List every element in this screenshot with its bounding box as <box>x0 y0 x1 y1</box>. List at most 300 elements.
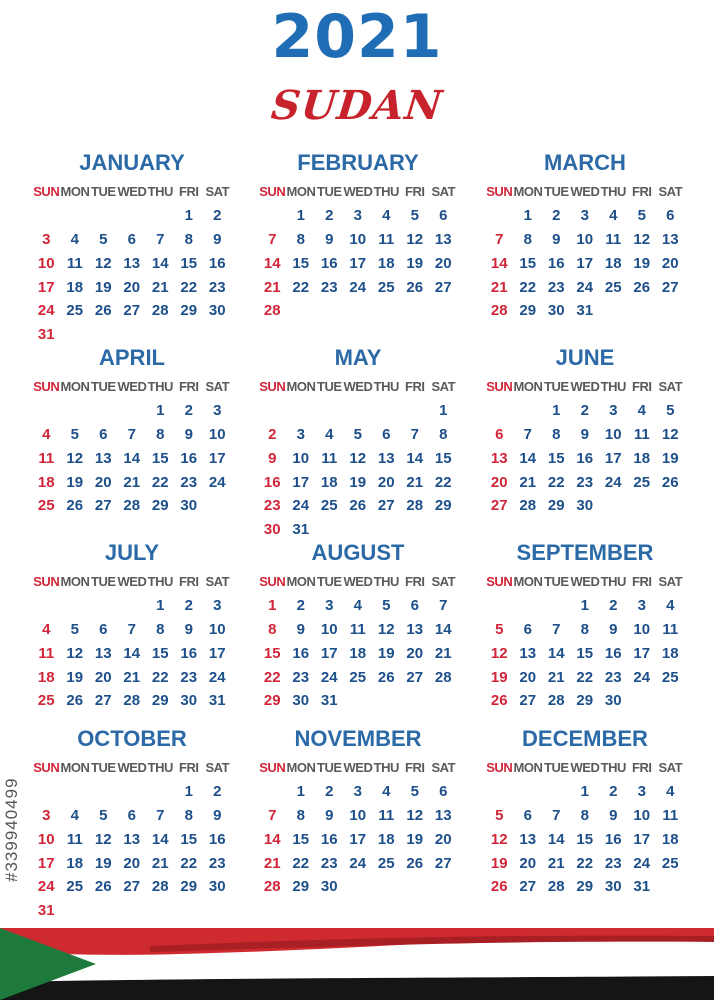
day-cell: 15 <box>576 830 594 848</box>
day-cell: 22 <box>292 854 310 872</box>
weekday-header-sat: SAT <box>205 574 230 590</box>
day-cell: 14 <box>406 449 424 467</box>
weekday-header-sat: SAT <box>205 184 230 200</box>
weekday-header-sun: SUN <box>486 379 513 395</box>
day-cell: 19 <box>406 254 424 272</box>
day-cell: 5 <box>353 425 362 443</box>
day-cell: 24 <box>349 854 367 872</box>
day-cell: 23 <box>604 668 622 686</box>
weekday-header-wed: WED <box>117 760 147 776</box>
day-cell: 30 <box>292 692 310 710</box>
day-cell: 4 <box>42 425 51 443</box>
day-cell: 17 <box>37 278 55 296</box>
weekday-header-wed: WED <box>117 379 147 395</box>
calendar-year: 2021 <box>271 2 443 72</box>
day-cell: 4 <box>382 207 391 225</box>
day-cell: 30 <box>604 878 622 896</box>
day-cell: 25 <box>604 278 622 296</box>
weekday-header-thu: THU <box>373 760 399 776</box>
day-cell: 9 <box>609 620 618 638</box>
day-cell: 18 <box>661 644 679 662</box>
month-day-grid <box>258 180 458 323</box>
day-cell: 14 <box>434 620 452 638</box>
weekday-header-wed: WED <box>117 574 147 590</box>
month-day-grid <box>32 570 232 713</box>
day-cell: 5 <box>382 597 391 615</box>
day-cell: 7 <box>268 230 277 248</box>
weekday-header-thu: THU <box>600 574 626 590</box>
day-cell: 20 <box>434 254 452 272</box>
day-cell: 1 <box>156 597 165 615</box>
sudan-flag-banner <box>0 928 714 1000</box>
month-title: DECEMBER <box>522 726 648 751</box>
day-cell: 24 <box>576 278 594 296</box>
stock-image-id: #339940499 <box>2 777 21 883</box>
weekday-header-wed: WED <box>570 184 600 200</box>
day-cell: 2 <box>580 402 589 420</box>
weekday-header-fri: FRI <box>179 184 199 200</box>
day-cell: 9 <box>184 620 193 638</box>
day-cell: 3 <box>353 207 362 225</box>
weekday-header-fri: FRI <box>405 574 425 590</box>
day-cell: 16 <box>604 830 622 848</box>
day-cell: 7 <box>523 425 532 443</box>
day-cell: 1 <box>156 402 165 420</box>
weekday-header-tue: TUE <box>544 184 569 200</box>
day-cell: 26 <box>633 278 651 296</box>
day-cell: 18 <box>37 668 55 686</box>
weekday-header-sat: SAT <box>431 574 456 590</box>
day-cell: 4 <box>637 402 646 420</box>
month-title: JUNE <box>555 345 615 370</box>
month-title: FEBRUARY <box>297 150 419 175</box>
day-cell: 10 <box>349 806 367 824</box>
day-cell: 26 <box>66 692 84 710</box>
day-cell: 23 <box>208 278 226 296</box>
day-cell: 7 <box>156 230 165 248</box>
day-cell: 19 <box>377 644 395 662</box>
day-cell: 11 <box>633 425 650 443</box>
weekday-header-thu: THU <box>373 379 399 395</box>
day-cell: 4 <box>325 425 334 443</box>
day-cell: 22 <box>263 668 281 686</box>
month-september <box>485 540 685 713</box>
day-cell: 14 <box>490 254 508 272</box>
day-cell: 23 <box>576 473 594 491</box>
day-cell: 17 <box>292 473 310 491</box>
day-cell: 8 <box>580 620 589 638</box>
weekday-header-sat: SAT <box>205 379 230 395</box>
month-day-grid <box>485 375 685 518</box>
weekday-header-tue: TUE <box>317 184 342 200</box>
day-cell: 19 <box>94 278 112 296</box>
day-cell: 22 <box>180 854 198 872</box>
day-cell: 15 <box>292 830 310 848</box>
day-cell: 17 <box>37 854 55 872</box>
month-day-grid <box>258 375 458 542</box>
day-cell: 11 <box>662 806 679 824</box>
weekday-header-fri: FRI <box>179 379 199 395</box>
day-cell: 30 <box>320 878 338 896</box>
day-cell: 9 <box>268 449 277 467</box>
day-cell: 18 <box>66 854 84 872</box>
day-cell: 28 <box>490 302 508 320</box>
day-cell: 7 <box>439 597 448 615</box>
weekday-header-sat: SAT <box>658 379 683 395</box>
day-cell: 25 <box>320 497 338 515</box>
weekday-header-sun: SUN <box>259 574 286 590</box>
day-cell: 12 <box>377 620 395 638</box>
weekday-header-wed: WED <box>570 760 600 776</box>
day-cell: 19 <box>66 668 84 686</box>
weekday-header-wed: WED <box>343 184 373 200</box>
day-cell: 16 <box>180 449 198 467</box>
day-cell: 15 <box>151 449 169 467</box>
day-cell: 2 <box>609 783 618 801</box>
weekday-header-tue: TUE <box>91 379 116 395</box>
day-cell: 20 <box>519 668 537 686</box>
day-cell: 1 <box>552 402 561 420</box>
day-cell: 2 <box>184 402 193 420</box>
day-cell: 24 <box>37 878 55 896</box>
day-cell: 27 <box>519 692 537 710</box>
day-cell: 16 <box>292 644 310 662</box>
day-cell: 7 <box>495 230 504 248</box>
day-cell: 14 <box>519 449 537 467</box>
weekday-header-sat: SAT <box>205 760 230 776</box>
day-cell: 13 <box>519 830 537 848</box>
day-cell: 2 <box>268 425 277 443</box>
day-cell: 15 <box>519 254 537 272</box>
day-cell: 10 <box>208 425 226 443</box>
month-march <box>485 150 685 323</box>
weekday-header-sat: SAT <box>431 760 456 776</box>
month-day-grid <box>258 756 458 899</box>
day-cell: 19 <box>349 473 367 491</box>
weekday-header-sun: SUN <box>33 379 60 395</box>
country-title: SUDAN <box>269 82 446 129</box>
month-day-grid <box>485 570 685 713</box>
day-cell: 6 <box>127 230 136 248</box>
day-cell: 14 <box>263 254 281 272</box>
day-cell: 21 <box>151 278 169 296</box>
day-cell: 25 <box>66 302 84 320</box>
day-cell: 6 <box>495 425 504 443</box>
day-cell: 29 <box>151 497 169 515</box>
day-cell: 16 <box>263 473 281 491</box>
day-cell: 26 <box>349 497 367 515</box>
day-cell: 22 <box>151 668 169 686</box>
day-cell: 2 <box>325 783 334 801</box>
day-cell: 31 <box>37 326 55 344</box>
day-cell: 20 <box>377 473 395 491</box>
day-cell: 24 <box>633 854 651 872</box>
month-title: JANUARY <box>79 150 185 175</box>
weekday-header-mon: MON <box>286 574 316 590</box>
weekday-header-mon: MON <box>60 760 90 776</box>
day-cell: 4 <box>353 597 362 615</box>
day-cell: 12 <box>406 806 424 824</box>
day-cell: 3 <box>637 597 646 615</box>
day-cell: 2 <box>325 207 334 225</box>
month-december <box>485 726 685 899</box>
day-cell: 7 <box>156 806 165 824</box>
weekday-header-mon: MON <box>286 184 316 200</box>
day-cell: 16 <box>547 254 565 272</box>
weekday-header-fri: FRI <box>405 184 425 200</box>
day-cell: 8 <box>552 425 561 443</box>
day-cell: 2 <box>213 207 222 225</box>
day-cell: 25 <box>633 473 651 491</box>
day-cell: 30 <box>208 302 226 320</box>
day-cell: 10 <box>37 830 55 848</box>
day-cell: 28 <box>263 878 281 896</box>
day-cell: 26 <box>94 302 112 320</box>
weekday-header-thu: THU <box>373 574 399 590</box>
day-cell: 22 <box>434 473 452 491</box>
day-cell: 24 <box>292 497 310 515</box>
month-day-grid <box>258 570 458 713</box>
day-cell: 24 <box>208 668 226 686</box>
weekday-header-fri: FRI <box>405 379 425 395</box>
day-cell: 6 <box>523 806 532 824</box>
day-cell: 28 <box>434 668 452 686</box>
day-cell: 12 <box>66 644 84 662</box>
day-cell: 13 <box>490 449 508 467</box>
day-cell: 7 <box>552 806 561 824</box>
weekday-header-mon: MON <box>286 760 316 776</box>
month-april <box>32 345 232 518</box>
day-cell: 29 <box>519 302 537 320</box>
day-cell: 31 <box>320 692 338 710</box>
month-title: MARCH <box>544 150 626 175</box>
day-cell: 29 <box>151 692 169 710</box>
day-cell: 3 <box>609 402 618 420</box>
day-cell: 28 <box>123 692 141 710</box>
day-cell: 7 <box>268 806 277 824</box>
day-cell: 3 <box>637 783 646 801</box>
day-cell: 5 <box>637 207 646 225</box>
weekday-header-sat: SAT <box>658 184 683 200</box>
day-cell: 18 <box>377 830 395 848</box>
month-title: APRIL <box>99 345 165 370</box>
day-cell: 19 <box>406 830 424 848</box>
weekday-header-tue: TUE <box>544 379 569 395</box>
day-cell: 19 <box>490 854 508 872</box>
day-cell: 26 <box>377 668 395 686</box>
day-cell: 27 <box>123 878 141 896</box>
day-cell: 15 <box>151 644 169 662</box>
day-cell: 23 <box>180 473 198 491</box>
month-november <box>258 726 458 899</box>
weekday-header-tue: TUE <box>91 574 116 590</box>
day-cell: 10 <box>576 230 594 248</box>
day-cell: 27 <box>123 302 141 320</box>
month-february <box>258 150 458 323</box>
day-cell: 20 <box>661 254 679 272</box>
day-cell: 17 <box>633 644 651 662</box>
day-cell: 1 <box>580 783 589 801</box>
day-cell: 13 <box>94 449 112 467</box>
day-cell: 4 <box>666 783 675 801</box>
weekday-header-sun: SUN <box>33 184 60 200</box>
day-cell: 15 <box>180 830 198 848</box>
day-cell: 22 <box>151 473 169 491</box>
day-cell: 29 <box>292 878 310 896</box>
weekday-header-tue: TUE <box>317 760 342 776</box>
day-cell: 12 <box>66 449 84 467</box>
day-cell: 4 <box>382 783 391 801</box>
day-cell: 1 <box>184 207 193 225</box>
day-cell: 21 <box>263 278 281 296</box>
weekday-header-thu: THU <box>373 184 399 200</box>
weekday-header-sun: SUN <box>486 574 513 590</box>
day-cell: 12 <box>661 425 679 443</box>
day-cell: 5 <box>666 402 675 420</box>
day-cell: 14 <box>123 449 141 467</box>
day-cell: 15 <box>547 449 565 467</box>
day-cell: 23 <box>320 278 338 296</box>
day-cell: 28 <box>263 302 281 320</box>
day-cell: 21 <box>434 644 452 662</box>
day-cell: 18 <box>37 473 55 491</box>
weekday-header-wed: WED <box>570 379 600 395</box>
month-day-grid <box>32 180 232 347</box>
weekday-header-wed: WED <box>343 574 373 590</box>
day-cell: 20 <box>490 473 508 491</box>
weekday-header-mon: MON <box>60 379 90 395</box>
month-june <box>485 345 685 518</box>
day-cell: 5 <box>495 620 504 638</box>
day-cell: 31 <box>576 302 594 320</box>
day-cell: 1 <box>296 783 305 801</box>
day-cell: 28 <box>547 878 565 896</box>
day-cell: 23 <box>547 278 565 296</box>
weekday-header-thu: THU <box>600 760 626 776</box>
day-cell: 26 <box>490 878 508 896</box>
day-cell: 18 <box>604 254 622 272</box>
day-cell: 22 <box>519 278 537 296</box>
day-cell: 10 <box>633 806 651 824</box>
weekday-header-sat: SAT <box>431 184 456 200</box>
day-cell: 9 <box>184 425 193 443</box>
day-cell: 14 <box>547 830 565 848</box>
weekday-header-sat: SAT <box>658 760 683 776</box>
day-cell: 16 <box>208 830 226 848</box>
day-cell: 11 <box>38 644 55 662</box>
month-january <box>32 150 232 347</box>
day-cell: 10 <box>604 425 622 443</box>
day-cell: 5 <box>410 783 419 801</box>
day-cell: 14 <box>263 830 281 848</box>
day-cell: 24 <box>604 473 622 491</box>
weekday-header-fri: FRI <box>405 760 425 776</box>
month-day-grid <box>485 756 685 899</box>
day-cell: 17 <box>349 254 367 272</box>
day-cell: 23 <box>263 497 281 515</box>
day-cell: 1 <box>184 783 193 801</box>
weekday-header-mon: MON <box>60 574 90 590</box>
weekday-header-tue: TUE <box>317 379 342 395</box>
day-cell: 6 <box>523 620 532 638</box>
day-cell: 12 <box>94 830 112 848</box>
day-cell: 30 <box>576 497 594 515</box>
day-cell: 29 <box>180 302 198 320</box>
month-may <box>258 345 458 542</box>
day-cell: 15 <box>292 254 310 272</box>
day-cell: 25 <box>66 878 84 896</box>
day-cell: 7 <box>552 620 561 638</box>
weekday-header-tue: TUE <box>317 574 342 590</box>
day-cell: 15 <box>263 644 281 662</box>
day-cell: 11 <box>66 254 83 272</box>
day-cell: 24 <box>320 668 338 686</box>
weekday-header-sun: SUN <box>259 379 286 395</box>
day-cell: 26 <box>406 854 424 872</box>
day-cell: 5 <box>70 425 79 443</box>
day-cell: 13 <box>94 644 112 662</box>
day-cell: 29 <box>180 878 198 896</box>
day-cell: 26 <box>94 878 112 896</box>
day-cell: 25 <box>37 497 55 515</box>
day-cell: 12 <box>349 449 367 467</box>
day-cell: 14 <box>547 644 565 662</box>
day-cell: 10 <box>208 620 226 638</box>
day-cell: 21 <box>547 668 565 686</box>
day-cell: 4 <box>666 597 675 615</box>
day-cell: 27 <box>434 854 452 872</box>
day-cell: 23 <box>180 668 198 686</box>
day-cell: 13 <box>519 644 537 662</box>
day-cell: 6 <box>127 806 136 824</box>
day-cell: 12 <box>490 830 508 848</box>
day-cell: 26 <box>66 497 84 515</box>
weekday-header-sun: SUN <box>33 760 60 776</box>
day-cell: 14 <box>123 644 141 662</box>
day-cell: 27 <box>490 497 508 515</box>
day-cell: 8 <box>439 425 448 443</box>
day-cell: 24 <box>349 278 367 296</box>
day-cell: 24 <box>633 668 651 686</box>
day-cell: 3 <box>580 207 589 225</box>
day-cell: 14 <box>151 830 169 848</box>
day-cell: 9 <box>213 230 222 248</box>
day-cell: 17 <box>576 254 594 272</box>
day-cell: 4 <box>70 806 79 824</box>
day-cell: 9 <box>609 806 618 824</box>
day-cell: 18 <box>66 278 84 296</box>
day-cell: 27 <box>94 497 112 515</box>
day-cell: 20 <box>123 854 141 872</box>
day-cell: 14 <box>151 254 169 272</box>
day-cell: 27 <box>519 878 537 896</box>
day-cell: 10 <box>320 620 338 638</box>
day-cell: 8 <box>296 230 305 248</box>
day-cell: 6 <box>382 425 391 443</box>
day-cell: 31 <box>208 692 226 710</box>
day-cell: 10 <box>37 254 55 272</box>
day-cell: 19 <box>94 854 112 872</box>
day-cell: 13 <box>123 254 141 272</box>
day-cell: 7 <box>410 425 419 443</box>
day-cell: 8 <box>268 620 277 638</box>
day-cell: 2 <box>296 597 305 615</box>
weekday-header-fri: FRI <box>632 184 652 200</box>
day-cell: 6 <box>99 425 108 443</box>
day-cell: 5 <box>99 806 108 824</box>
weekday-header-thu: THU <box>147 184 173 200</box>
weekday-header-mon: MON <box>286 379 316 395</box>
